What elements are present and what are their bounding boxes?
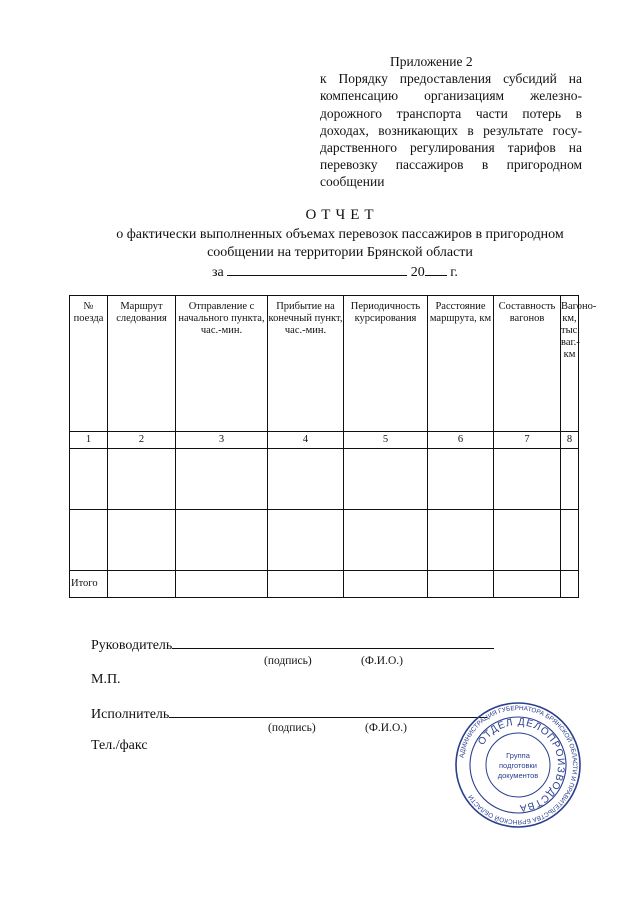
head-signature-line: [91, 636, 494, 654]
stamp-center-line: Группа: [506, 751, 530, 760]
report-table: [69, 295, 597, 598]
header-cell: № поезда: [70, 296, 108, 432]
table-cell[interactable]: [428, 510, 494, 571]
header-cell: Прибытие на конечный пункт, час.-мин.: [268, 296, 344, 432]
table-cell[interactable]: [494, 449, 561, 510]
head-label: Руководитель: [91, 638, 173, 653]
table-number-row: [70, 432, 579, 449]
table-cell[interactable]: [561, 571, 579, 598]
table-cell[interactable]: [108, 510, 176, 571]
appendix-line: дорожного транспорта части потерь в: [320, 105, 582, 121]
head-hint-name: (Ф.И.О.): [361, 655, 403, 667]
table-cell[interactable]: [176, 571, 268, 598]
header-cell: Составность вагонов: [494, 296, 561, 432]
table-cell[interactable]: [268, 510, 344, 571]
period-blank: [227, 263, 407, 276]
table-row: [70, 510, 579, 571]
table-cell[interactable]: [494, 510, 561, 571]
table-cell[interactable]: [268, 571, 344, 598]
table-cell[interactable]: [344, 510, 428, 571]
appendix-line: доходах, возникающих в результате госу-: [320, 122, 582, 138]
table-cell[interactable]: [268, 449, 344, 510]
period-year: 20: [410, 265, 425, 280]
column-number: 3: [176, 432, 268, 449]
report-title: ОТЧЕТ: [305, 207, 379, 223]
report-subtitle: [90, 226, 590, 262]
appendix-line: перевозку пассажиров в пригородном: [320, 157, 582, 173]
executor-signature-field[interactable]: [169, 705, 487, 718]
table-cell[interactable]: [344, 571, 428, 598]
executor-label: Исполнитель: [91, 707, 170, 722]
column-number: 7: [494, 432, 561, 449]
phone-fax-label: Тел./факс: [91, 738, 148, 753]
table-cell[interactable]: [176, 510, 268, 571]
column-number: 1: [70, 432, 108, 449]
column-number: 2: [108, 432, 176, 449]
header-cell: Отправление с начального пункта, час.-мин.: [176, 296, 268, 432]
report-period: [212, 263, 458, 281]
stamp-center-line: подготовки: [499, 761, 537, 770]
table-cell[interactable]: [108, 571, 176, 598]
appendix-line: сообщении: [320, 174, 385, 190]
appendix-line: дарственного регулирования тарифов на: [320, 140, 582, 156]
table-header-row: [70, 296, 579, 432]
head-signature-field[interactable]: [172, 636, 494, 649]
appendix-heading: Приложение 2: [390, 54, 473, 69]
report-subtitle-line: сообщении на территории Брянской области: [207, 245, 473, 260]
table-cell[interactable]: [561, 449, 579, 510]
stamp-outer-text: АДМИНИСТРАЦИЯ ГУБЕРНАТОРА БРЯНСКОЙ ОБЛАСТИ И ПРАВИТЕЛЬСТВА БРЯНСКОЙ ОБЛАСТИ: [458, 704, 579, 826]
stamp-center-line: документов: [497, 771, 539, 780]
table-cell[interactable]: [176, 449, 268, 510]
column-number: 8: [561, 432, 579, 449]
report-subtitle-line: о фактически выполненных объемах перевозок пассажиров в пригородном: [116, 227, 564, 242]
period-suffix: г.: [450, 265, 458, 280]
column-number: 4: [268, 432, 344, 449]
table-cell[interactable]: [561, 510, 579, 571]
header-cell: Расстояние маршрута, км: [428, 296, 494, 432]
appendix-block: [320, 53, 582, 191]
table-cell[interactable]: [428, 571, 494, 598]
header-cell: Маршрут следования: [108, 296, 176, 432]
executor-hint-sign: (подпись): [268, 722, 316, 734]
period-prefix: за: [212, 265, 224, 280]
header-cell: Периодичность курсирования: [344, 296, 428, 432]
head-hint-sign: (подпись): [264, 655, 312, 667]
official-stamp: [453, 700, 583, 830]
table-total-row: [70, 571, 579, 598]
table-cell[interactable]: [70, 510, 108, 571]
stamp-inner-text: ОТДЕЛ ДЕЛОПРОИЗВОДСТВА: [476, 716, 567, 814]
period-year-blank: [425, 263, 447, 276]
executor-signature-line: [91, 705, 487, 723]
table-row: [70, 449, 579, 510]
table-cell[interactable]: [494, 571, 561, 598]
executor-hint-name: (Ф.И.О.): [365, 722, 407, 734]
total-label: Итого: [70, 571, 108, 598]
table-cell[interactable]: [108, 449, 176, 510]
table-cell[interactable]: [70, 449, 108, 510]
table-cell[interactable]: [428, 449, 494, 510]
column-number: 5: [344, 432, 428, 449]
header-cell: Вагоно-км, тыс. ваг.-км: [561, 296, 579, 432]
appendix-line: компенсацию организациям железно-: [320, 88, 582, 104]
table-cell[interactable]: [344, 449, 428, 510]
seal-place-label: М.П.: [91, 672, 121, 687]
appendix-line: к Порядку предоставления субсидий на: [320, 71, 582, 87]
column-number: 6: [428, 432, 494, 449]
